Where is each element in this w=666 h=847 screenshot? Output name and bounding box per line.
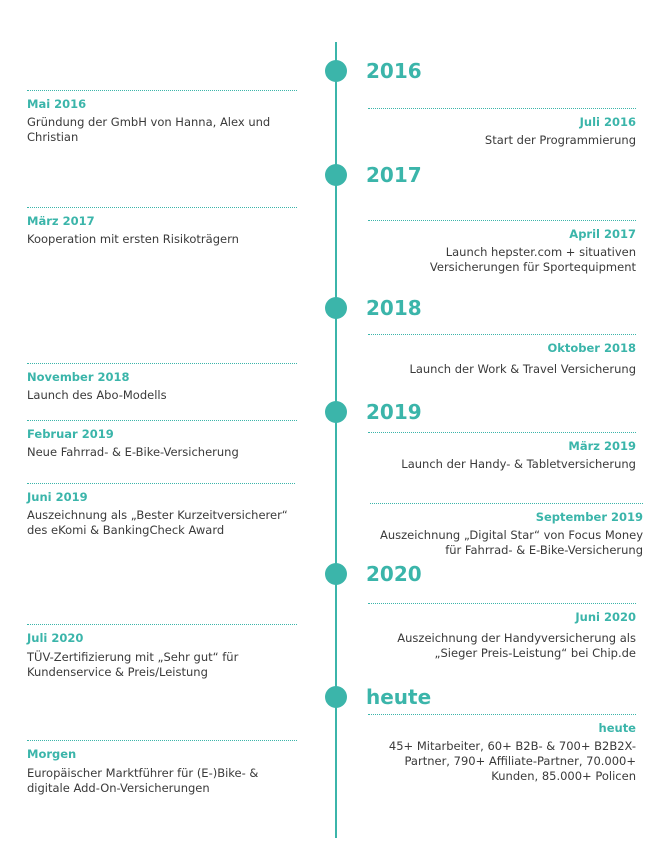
entry-divider — [27, 207, 297, 208]
entry-divider — [368, 334, 636, 335]
year-label: 2016 — [366, 59, 422, 83]
timeline-dot — [325, 297, 347, 319]
year-label: heute — [366, 685, 432, 709]
entry-text: Launch hepster.com + situativen Versicherungen für Sportequipment — [429, 245, 636, 274]
year-marker-2017 — [0, 164, 666, 194]
entry-date: September 2019 — [535, 510, 643, 524]
entry-date: April 2017 — [569, 227, 636, 241]
entry-text: Launch des Abo-Modells — [27, 388, 167, 402]
year-marker-2016 — [0, 60, 666, 90]
entry-date: Juli 2016 — [579, 115, 636, 129]
timeline-entry-november-2018 — [27, 363, 297, 403]
timeline-entry-mai-2016 — [27, 90, 297, 145]
entry-date: Juli 2020 — [27, 631, 84, 645]
entry-divider — [27, 624, 297, 625]
entry-date: Juni 2019 — [27, 490, 88, 504]
entry-text: Auszeichnung der Handyversicherung als „Sieger Preis-Leistung“ bei Chip.de — [397, 631, 636, 660]
entry-divider — [27, 90, 297, 91]
year-label: 2018 — [366, 296, 422, 320]
entry-divider — [27, 363, 297, 364]
timeline-line — [335, 42, 337, 838]
year-label: 2019 — [366, 400, 422, 424]
entry-date: Mai 2016 — [27, 97, 87, 111]
entry-divider — [27, 420, 297, 421]
entry-divider — [368, 603, 636, 604]
entry-divider — [368, 432, 636, 433]
entry-text: Start der Programmierung — [484, 133, 636, 147]
timeline-entry-maerz-2019 — [368, 432, 636, 472]
timeline-entry-morgen — [27, 740, 297, 796]
entry-date: November 2018 — [27, 370, 130, 384]
entry-text: TÜV-Zertifizierung mit „Sehr gut“ für Kundenservice & Preis/Leistung — [27, 650, 239, 679]
entry-date: März 2019 — [568, 439, 636, 453]
entry-date: Februar 2019 — [27, 427, 114, 441]
entry-date: heute — [598, 721, 636, 735]
timeline-entry-oktober-2018 — [368, 334, 636, 377]
year-marker-2020 — [0, 563, 666, 593]
entry-date: Morgen — [27, 747, 77, 761]
timeline-dot — [325, 686, 347, 708]
entry-divider — [27, 483, 295, 484]
timeline-entry-juli-2020 — [27, 624, 297, 680]
timeline-entry-juli-2016 — [368, 108, 636, 148]
timeline-entry-maerz-2017 — [27, 207, 297, 247]
timeline-entry-heute — [368, 714, 636, 784]
year-marker-2018 — [0, 297, 666, 327]
entry-divider — [370, 503, 643, 504]
timeline-entry-februar-2019 — [27, 420, 297, 460]
entry-text: Europäischer Marktführer für (E-)Bike- & digitale Add-On-Versicherungen — [27, 766, 259, 795]
timeline-dot — [325, 164, 347, 186]
timeline-entry-april-2017 — [368, 220, 636, 275]
timeline-dot — [325, 401, 347, 423]
entry-date: Oktober 2018 — [547, 341, 636, 355]
entry-text: Gründung der GmbH von Hanna, Alex und Christian — [27, 115, 271, 144]
entry-text: Auszeichnung als „Bester Kurzeitversicherer“ des eKomi & BankingCheck Award — [27, 508, 288, 537]
entry-text: Launch der Handy- & Tabletversicherung — [401, 457, 636, 471]
entry-text: Launch der Work & Travel Versicherung — [409, 362, 636, 376]
timeline-entry-juni-2020 — [368, 603, 636, 661]
timeline-entry-september-2019 — [370, 503, 643, 558]
year-marker-heute — [0, 686, 666, 716]
entry-text: Kooperation mit ersten Risikoträgern — [27, 232, 239, 246]
year-label: 2020 — [366, 562, 422, 586]
timeline-entry-juni-2019 — [27, 483, 305, 538]
entry-text: Auszeichnung „Digital Star“ von Focus Money für Fahrrad- & E-Bike-Versicherung — [380, 528, 643, 557]
entry-text: Neue Fahrrad- & E-Bike-Versicherung — [27, 445, 239, 459]
year-label: 2017 — [366, 163, 422, 187]
entry-divider — [368, 220, 636, 221]
entry-date: Juni 2020 — [575, 610, 636, 624]
entry-date: März 2017 — [27, 214, 95, 228]
entry-text: 45+ Mitarbeiter, 60+ B2B- & 700+ B2B2X-Partner, 790+ Affiliate-Partner, 70.000+ Kunden, 85.000+ Policen — [388, 739, 636, 783]
entry-divider — [368, 714, 636, 715]
entry-divider — [27, 740, 297, 741]
timeline-dot — [325, 60, 347, 82]
entry-divider — [368, 108, 636, 109]
timeline-dot — [325, 563, 347, 585]
